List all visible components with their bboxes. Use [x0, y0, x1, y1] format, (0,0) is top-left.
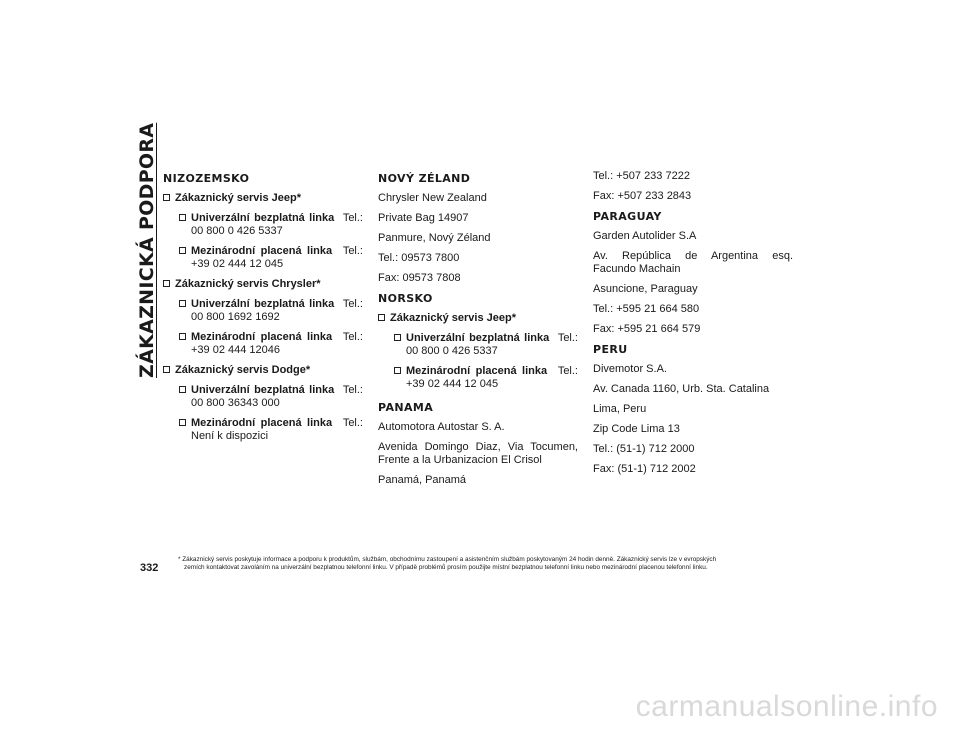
- bullet-square-icon: [179, 300, 186, 307]
- heading-peru: PERU: [593, 343, 628, 356]
- address-line: Av. República de Argentina esq. Facundo Machain: [593, 250, 793, 275]
- heading-new-zealand: NOVÝ ZÉLAND: [378, 172, 471, 185]
- service-item: Mezinárodní placená linka Tel.: +39 02 444 12 045: [378, 365, 578, 391]
- phone-line: Tel.: (51-1) 712 2000: [593, 443, 695, 455]
- address-line: Lima, Peru: [593, 403, 647, 415]
- address-line: Garden Autolider S.A: [593, 230, 697, 242]
- address-line: Panmure, Nový Zéland: [378, 232, 491, 244]
- address-line: Asuncione, Paraguay: [593, 283, 698, 295]
- fax-line: Fax: 09573 7808: [378, 272, 461, 284]
- bullet-square-icon: [179, 419, 186, 426]
- bullet-square-icon: [179, 333, 186, 340]
- fax-line: Fax: +595 21 664 579: [593, 323, 701, 335]
- service-dodge: Zákaznický servis Dodge*: [163, 364, 363, 377]
- footnote-line-1: * Zákaznický servis poskytuje informace a podporu k produktům, službám, obchodnímu zastoupení a asistenčním službám poskytovaným 24 hodin denně. Zákaznický servis lze v evropských: [178, 556, 717, 563]
- bullet-square-icon: [394, 334, 401, 341]
- address-line: Automotora Autostar S. A.: [378, 421, 505, 433]
- bullet-square-icon: [179, 386, 186, 393]
- phone-line: Tel.: +595 21 664 580: [593, 303, 700, 315]
- fax-line: Fax: (51-1) 712 2002: [593, 463, 696, 475]
- column-netherlands: [163, 170, 363, 450]
- address-line: Chrysler New Zealand: [378, 192, 487, 204]
- address-line: Panamá, Panamá: [378, 474, 467, 486]
- bullet-square-icon: [163, 366, 170, 373]
- bullet-square-icon: [179, 214, 186, 221]
- service-item: Univerzální bezplatná linka Tel.: 00 800 0 426 5337: [378, 332, 578, 358]
- address-line: Av. Canada 1160, Urb. Sta. Catalina: [593, 383, 770, 395]
- bullet-square-icon: [394, 367, 401, 374]
- heading-netherlands: NIZOZEMSKO: [163, 172, 250, 185]
- column-nz-norway-panama: [378, 170, 578, 494]
- service-item: Mezinárodní placená linka Tel.: +39 02 444 12 045: [163, 245, 363, 271]
- service-item: Univerzální bezplatná linka Tel.: 00 800 0 426 5337: [163, 212, 363, 238]
- address-line: Private Bag 14907: [378, 212, 469, 224]
- address-line: Divemotor S.A.: [593, 363, 667, 375]
- service-item: Univerzální bezplatná linka Tel.: 00 800 1692 1692: [163, 298, 363, 324]
- footnote-line-2: zemích kontaktovat zavoláním na univerzální bezplatnou telefonní linku. V případě problémů prosím použijte místní bezplatnou telefonní linku nebo mezinárodní placenou telefonní linku.: [184, 564, 708, 571]
- watermark-text: carmanualsonline.info: [635, 690, 938, 723]
- footnote: [178, 556, 798, 572]
- page-number: 332: [140, 562, 159, 574]
- column-paraguay-peru: [593, 170, 793, 483]
- service-jeep: Zákaznický servis Jeep*: [378, 312, 578, 325]
- bullet-square-icon: [163, 280, 170, 287]
- service-jeep: Zákaznický servis Jeep*: [163, 192, 363, 205]
- bullet-square-icon: [163, 194, 170, 201]
- bullet-square-icon: [378, 314, 385, 321]
- section-side-title: ZÁKAZNICKÁ PODPORA: [136, 122, 158, 378]
- heading-norway: NORSKO: [378, 292, 433, 305]
- address-line: Zip Code Lima 13: [593, 423, 680, 435]
- service-chrysler: Zákaznický servis Chrysler*: [163, 278, 363, 291]
- bullet-square-icon: [179, 247, 186, 254]
- fax-line: Fax: +507 233 2843: [593, 190, 692, 202]
- service-item: Mezinárodní placená linka Tel.: +39 02 444 12046: [163, 331, 363, 357]
- address-line: Avenida Domingo Diaz, Via Tocumen, Frente a la Urbanizacion El Crisol: [378, 441, 578, 466]
- service-item: Univerzální bezplatná linka Tel.: 00 800 36343 000: [163, 384, 363, 410]
- phone-line: Tel.: 09573 7800: [378, 252, 460, 264]
- heading-panama: PANAMA: [378, 401, 434, 414]
- phone-line: Tel.: +507 233 7222: [593, 170, 690, 182]
- heading-paraguay: PARAGUAY: [593, 210, 662, 223]
- service-item: Mezinárodní placená linka Tel.: Není k dispozici: [163, 417, 363, 443]
